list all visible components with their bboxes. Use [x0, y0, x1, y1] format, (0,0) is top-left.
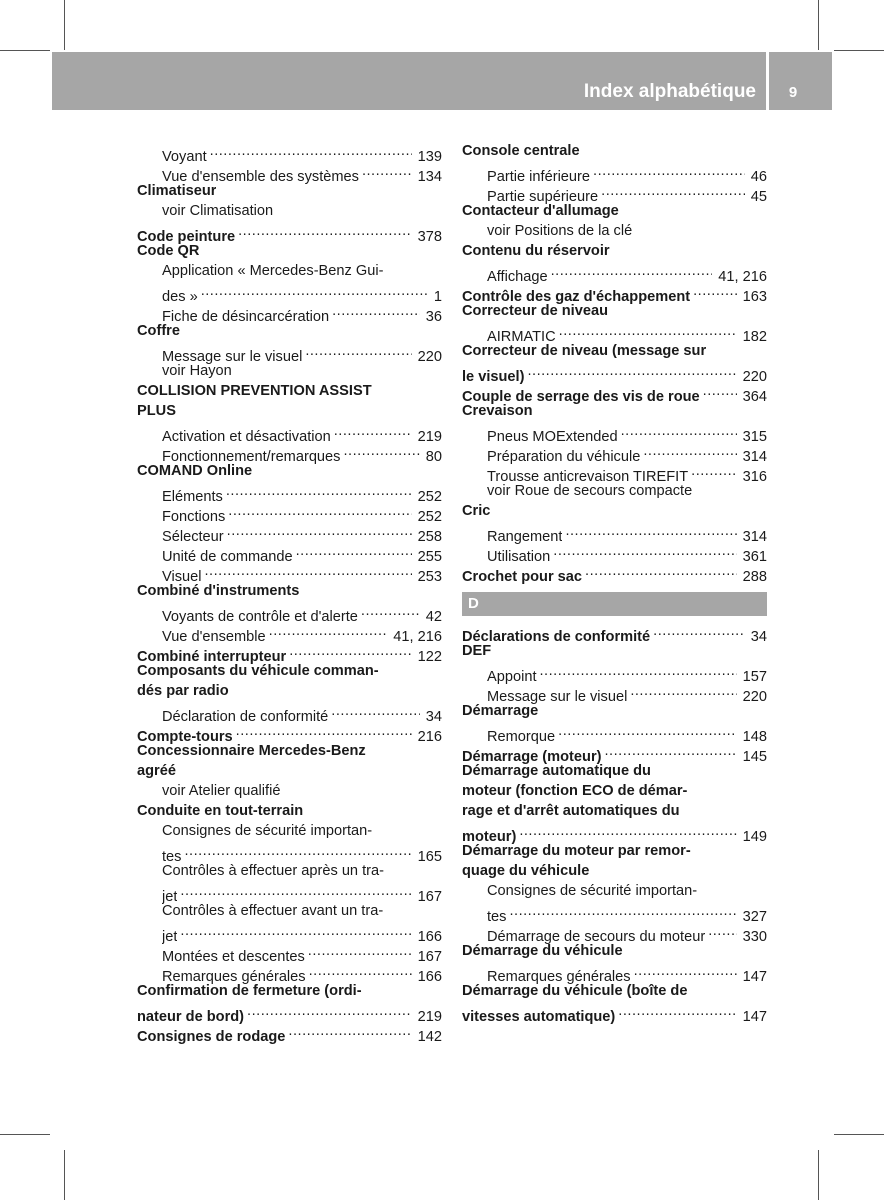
- index-column-left: [137, 141, 442, 1045]
- index-entry: [137, 261, 442, 281]
- entry-text: Déclarations de conformité: [462, 629, 651, 645]
- entry-text: AIRMATIC: [487, 329, 556, 345]
- entry-text: Contrôle des gaz d'échappement: [462, 289, 691, 305]
- index-entry: [137, 241, 442, 261]
- entry-text: Remarques générales: [162, 969, 306, 985]
- entry-page-number: 41, 216: [393, 629, 442, 645]
- entry-text: Crochet pour sac: [462, 569, 583, 585]
- index-entry: [462, 881, 767, 901]
- dot-leader: [296, 541, 412, 561]
- index-entry: [462, 961, 767, 985]
- crop-mark: [64, 0, 65, 50]
- entry-text: Visuel: [162, 569, 202, 585]
- entry-text: Composants du véhicule comman-: [137, 663, 379, 679]
- entry-page-number: 167: [417, 949, 442, 965]
- entry-page-number: 220: [742, 369, 767, 385]
- index-entry: [462, 801, 767, 821]
- index-entry: [462, 841, 767, 861]
- entry-text: Partie inférieure: [487, 169, 591, 185]
- entry-page-number: 220: [417, 349, 442, 365]
- entry-text: Contrôles à effectuer après un tra-: [162, 863, 384, 879]
- index-entry: [462, 901, 767, 925]
- dot-leader: [565, 521, 736, 541]
- entry-text: Utilisation: [487, 549, 551, 565]
- index-entry: [137, 801, 442, 821]
- dot-leader: [558, 721, 737, 741]
- dot-leader: [343, 441, 419, 461]
- dot-leader: [527, 361, 736, 381]
- entry-text: Unité de commande: [162, 549, 293, 565]
- dot-leader: [247, 1001, 412, 1021]
- entry-text: Préparation du véhicule: [487, 449, 641, 465]
- index-entry: [462, 1001, 767, 1025]
- entry-text: Démarrage automatique du: [462, 763, 651, 779]
- index-entry: [462, 921, 767, 945]
- entry-text: Crevaison: [462, 403, 533, 419]
- entry-text: nateur de bord): [137, 1009, 245, 1025]
- section-header: D: [462, 592, 767, 616]
- index-entry: [137, 601, 442, 625]
- index-entry: [137, 681, 442, 701]
- entry-page-number: 315: [742, 429, 767, 445]
- entry-text: voir Atelier qualifié: [162, 783, 281, 799]
- entry-text: le visuel): [462, 369, 525, 385]
- crop-mark: [834, 1134, 884, 1135]
- dot-leader: [334, 421, 412, 441]
- entry-text: Fiche de désincarcération: [162, 309, 330, 325]
- dot-leader: [540, 661, 737, 681]
- entry-page-number: 364: [742, 389, 767, 405]
- entry-page-number: 220: [742, 689, 767, 705]
- entry-text: Appoint: [487, 669, 537, 685]
- entry-text: Déclaration de conformité: [162, 709, 329, 725]
- entry-page-number: 258: [417, 529, 442, 545]
- index-entry: [462, 861, 767, 881]
- entry-page-number: 122: [417, 649, 442, 665]
- entry-page-number: 167: [417, 889, 442, 905]
- entry-text: moteur): [462, 829, 517, 845]
- page-number: 9: [788, 84, 798, 101]
- crop-mark: [64, 1150, 65, 1200]
- entry-page-number: 330: [742, 929, 767, 945]
- entry-page-number: 41, 216: [718, 269, 767, 285]
- entry-text: Démarrage: [462, 703, 539, 719]
- index-entry: [462, 501, 767, 521]
- dot-leader: [332, 301, 420, 321]
- index-column-right: [462, 141, 767, 1025]
- entry-text: Conduite en tout-terrain: [137, 803, 304, 819]
- index-entry: [137, 981, 442, 1001]
- header-separator: [766, 52, 769, 110]
- index-entry: [462, 341, 767, 361]
- entry-text: Coffre: [137, 323, 180, 339]
- entry-text: Contenu du réservoir: [462, 243, 610, 259]
- entry-page-number: 314: [742, 449, 767, 465]
- index-entry: [137, 581, 442, 601]
- entry-page-number: 134: [417, 169, 442, 185]
- dot-leader: [184, 841, 411, 861]
- entry-text: rage et d'arrêt automatiques du: [462, 803, 680, 819]
- index-entry: [462, 261, 767, 285]
- entry-page-number: 46: [750, 169, 767, 185]
- dot-leader: [708, 921, 736, 941]
- entry-page-number: 255: [417, 549, 442, 565]
- index-entry: [462, 201, 767, 221]
- dot-leader: [309, 961, 412, 981]
- dot-leader: [180, 881, 411, 901]
- entry-text: Démarrage du moteur par remor-: [462, 843, 691, 859]
- index-entry: [462, 941, 767, 961]
- dot-leader: [585, 561, 737, 581]
- dot-leader: [204, 561, 411, 581]
- index-entry: [462, 821, 767, 845]
- entry-text: Remorque: [487, 729, 556, 745]
- entry-text: des »: [162, 289, 198, 305]
- entry-text: Confirmation de fermeture (ordi-: [137, 983, 362, 999]
- entry-page-number: 166: [417, 929, 442, 945]
- entry-text: Affichage: [487, 269, 548, 285]
- dot-leader: [228, 501, 411, 521]
- entry-text: Climatiseur: [137, 183, 217, 199]
- entry-text: PLUS: [137, 403, 176, 419]
- dot-leader: [362, 161, 412, 181]
- entry-text: Application « Mercedes-Benz Gui-: [162, 263, 384, 279]
- index-entry: [137, 1001, 442, 1025]
- entry-text: Vue d'ensemble des systèmes: [162, 169, 359, 185]
- dot-leader: [201, 281, 428, 301]
- entry-text: DEF: [462, 643, 492, 659]
- entry-page-number: 157: [742, 669, 767, 685]
- entry-text: Eléments: [162, 489, 223, 505]
- entry-text: Console centrale: [462, 143, 580, 159]
- entry-page-number: 163: [742, 289, 767, 305]
- crop-mark: [818, 0, 819, 50]
- entry-text: Concessionnaire Mercedes-Benz: [137, 743, 366, 759]
- entry-page-number: 216: [417, 729, 442, 745]
- entry-page-number: 42: [425, 609, 442, 625]
- index-entry: [462, 661, 767, 685]
- entry-page-number: 252: [417, 509, 442, 525]
- entry-text: voir Positions de la clé: [487, 223, 633, 239]
- entry-page-number: 142: [417, 1029, 442, 1045]
- index-entry: [462, 761, 767, 781]
- dot-leader: [289, 641, 411, 661]
- entry-text: Sélecteur: [162, 529, 224, 545]
- index-entry: [462, 361, 767, 385]
- entry-text: tes: [487, 909, 507, 925]
- index-entry: [462, 161, 767, 185]
- index-entry: [137, 821, 442, 841]
- dot-leader: [634, 961, 737, 981]
- entry-text: quage du véhicule: [462, 863, 590, 879]
- entry-text: Code peinture: [137, 229, 236, 245]
- dot-leader: [305, 341, 411, 361]
- index-entry: [137, 281, 442, 305]
- entry-text: moteur (fonction ECO de démar-: [462, 783, 688, 799]
- dot-leader: [509, 901, 736, 921]
- entry-text: Fonctionnement/remarques: [162, 449, 341, 465]
- index-entry: [462, 141, 767, 161]
- entry-page-number: 288: [742, 569, 767, 585]
- entry-text: Cric: [462, 503, 491, 519]
- index-entry: [137, 661, 442, 681]
- entry-text: Compte-tours: [137, 729, 233, 745]
- entry-text: Activation et désactivation: [162, 429, 331, 445]
- index-entry: [137, 921, 442, 945]
- entry-page-number: 139: [417, 149, 442, 165]
- index-entry: [137, 201, 442, 221]
- entry-page-number: 147: [742, 1009, 767, 1025]
- entry-page-number: 147: [742, 969, 767, 985]
- dot-leader: [693, 281, 737, 301]
- dot-leader: [180, 921, 411, 941]
- entry-page-number: 165: [417, 849, 442, 865]
- dot-leader: [331, 701, 419, 721]
- entry-text: Remarques générales: [487, 969, 631, 985]
- entry-text: dés par radio: [137, 683, 229, 699]
- entry-page-number: 149: [742, 829, 767, 845]
- dot-leader: [519, 821, 736, 841]
- entry-page-number: 80: [425, 449, 442, 465]
- entry-text: Contrôles à effectuer avant un tra-: [162, 903, 384, 919]
- dot-leader: [210, 141, 412, 161]
- index-entry: [462, 481, 767, 501]
- index-entry: [137, 741, 442, 761]
- dot-leader: [269, 621, 388, 641]
- index-entry: [137, 421, 442, 445]
- entry-text: Message sur le visuel: [487, 689, 628, 705]
- entry-text: Combiné interrupteur: [137, 649, 287, 665]
- index-entry: [462, 241, 767, 261]
- entry-text: Voyants de contrôle et d'alerte: [162, 609, 358, 625]
- crop-mark: [0, 1134, 50, 1135]
- index-entry: [462, 721, 767, 745]
- entry-page-number: 36: [425, 309, 442, 325]
- index-entry: [462, 781, 767, 801]
- entry-page-number: 182: [742, 329, 767, 345]
- crop-mark: [834, 50, 884, 51]
- entry-text: Contacteur d'allumage: [462, 203, 619, 219]
- entry-text: Combiné d'instruments: [137, 583, 300, 599]
- entry-page-number: 1: [433, 289, 442, 305]
- index-entry: [462, 521, 767, 545]
- index-entry: [462, 621, 767, 645]
- index-entry: [137, 401, 442, 421]
- entry-text: Couple de serrage des vis de roue: [462, 389, 700, 405]
- entry-page-number: 327: [742, 909, 767, 925]
- entry-text: Vue d'ensemble: [162, 629, 266, 645]
- index-entry: [137, 761, 442, 781]
- entry-text: Trousse anticrevaison TIREFIT: [487, 469, 689, 485]
- entry-text: voir Roue de secours compacte: [487, 483, 693, 499]
- entry-page-number: 314: [742, 529, 767, 545]
- index-entry: [137, 841, 442, 865]
- entry-page-number: 34: [750, 629, 767, 645]
- entry-text: vitesses automatique): [462, 1009, 616, 1025]
- entry-text: Pneus MOExtended: [487, 429, 618, 445]
- entry-text: Fonctions: [162, 509, 226, 525]
- index-entry: [137, 141, 442, 165]
- entry-text: Rangement: [487, 529, 563, 545]
- index-entry: [137, 861, 442, 881]
- dot-leader: [605, 741, 737, 761]
- dot-leader: [361, 601, 420, 621]
- entry-text: tes: [162, 849, 182, 865]
- index-entry: [137, 901, 442, 921]
- entry-text: jet: [162, 929, 178, 945]
- crop-mark: [0, 50, 50, 51]
- dot-leader: [288, 1021, 411, 1041]
- index-entry: [462, 981, 767, 1001]
- dot-leader: [618, 1001, 736, 1021]
- dot-leader: [601, 181, 745, 201]
- dot-leader: [227, 521, 412, 541]
- entry-text: Code QR: [137, 243, 200, 259]
- entry-page-number: 253: [417, 569, 442, 585]
- crop-mark: [818, 1150, 819, 1200]
- dot-leader: [551, 261, 713, 281]
- entry-page-number: 219: [417, 1009, 442, 1025]
- dot-leader: [559, 321, 737, 341]
- dot-leader: [703, 381, 737, 401]
- entry-text: Démarrage (moteur): [462, 749, 602, 765]
- dot-leader: [238, 221, 412, 241]
- index-entry: [137, 941, 442, 965]
- index-entry: [462, 221, 767, 241]
- entry-page-number: 34: [425, 709, 442, 725]
- entry-page-number: 148: [742, 729, 767, 745]
- entry-page-number: 361: [742, 549, 767, 565]
- entry-text: Correcteur de niveau (message sur: [462, 343, 707, 359]
- index-entry: [137, 481, 442, 505]
- index-entry: [462, 321, 767, 345]
- entry-text: Partie supérieure: [487, 189, 599, 205]
- page-title: Index alphabétique: [583, 81, 756, 102]
- dot-leader: [308, 941, 412, 961]
- entry-page-number: 252: [417, 489, 442, 505]
- entry-text: voir Hayon: [162, 363, 232, 379]
- entry-text: Voyant: [162, 149, 207, 165]
- entry-text: Démarrage du véhicule (boîte de: [462, 983, 688, 999]
- entry-text: Correcteur de niveau: [462, 303, 608, 319]
- entry-text: Consignes de rodage: [137, 1029, 286, 1045]
- entry-text: Consignes de sécurité importan-: [162, 823, 373, 839]
- index-entry: [137, 701, 442, 725]
- dot-leader: [621, 421, 737, 441]
- dot-leader: [643, 441, 736, 461]
- entry-page-number: 316: [742, 469, 767, 485]
- index-entry: [462, 421, 767, 445]
- entry-page-number: 145: [742, 749, 767, 765]
- index-entry: [137, 381, 442, 401]
- entry-page-number: 378: [417, 229, 442, 245]
- entry-text: Démarrage du véhicule: [462, 943, 623, 959]
- entry-page-number: 45: [750, 189, 767, 205]
- entry-text: COMAND Online: [137, 463, 253, 479]
- index-entry: [137, 881, 442, 905]
- index-entry: [137, 341, 442, 365]
- index-entry: [137, 221, 442, 245]
- dot-leader: [226, 481, 412, 501]
- dot-leader: [630, 681, 736, 701]
- entry-text: Message sur le visuel: [162, 349, 303, 365]
- entry-text: COLLISION PREVENTION ASSIST: [137, 383, 372, 399]
- index-entry: [137, 781, 442, 801]
- dot-leader: [553, 541, 736, 561]
- entry-text: Consignes de sécurité importan-: [487, 883, 698, 899]
- dot-leader: [691, 461, 737, 481]
- entry-text: agréé: [137, 763, 176, 779]
- entry-text: voir Climatisation: [162, 203, 274, 219]
- entry-page-number: 166: [417, 969, 442, 985]
- entry-text: Démarrage de secours du moteur: [487, 929, 706, 945]
- dot-leader: [653, 621, 745, 641]
- entry-text: jet: [162, 889, 178, 905]
- entry-text: Montées et descentes: [162, 949, 305, 965]
- entry-page-number: 219: [417, 429, 442, 445]
- dot-leader: [236, 721, 412, 741]
- dot-leader: [593, 161, 745, 181]
